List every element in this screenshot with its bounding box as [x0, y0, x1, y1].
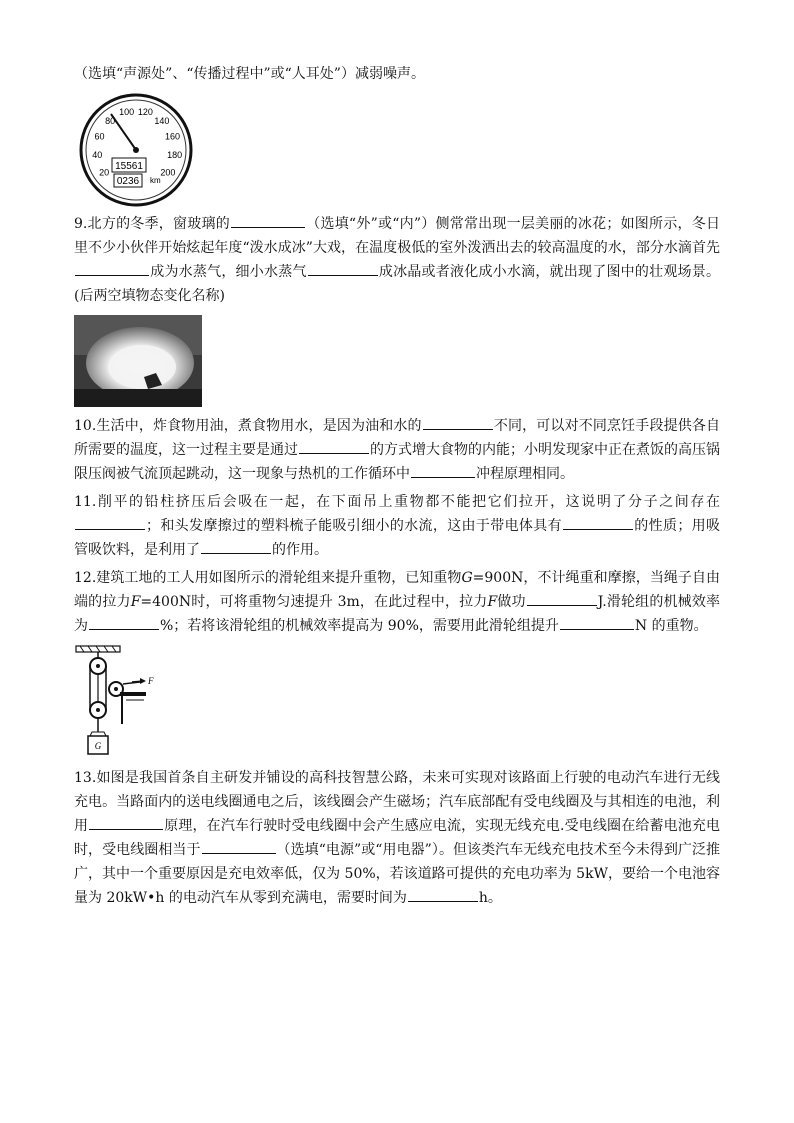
splash-photo	[74, 315, 202, 407]
question-12	[74, 566, 720, 638]
question-9	[74, 212, 720, 308]
answer-blank[interactable]	[563, 514, 633, 530]
speedometer-hub	[133, 147, 139, 153]
q12-symbol-f2: F	[487, 594, 498, 610]
speedometer-tick-180: 180	[167, 149, 183, 160]
q11-part-c: 的性质；用吸管吸饮料，是利用了	[74, 518, 721, 558]
pulley-figure	[74, 644, 164, 760]
q12-symbol-g: G	[461, 570, 473, 586]
answer-blank[interactable]	[527, 590, 597, 606]
answer-blank[interactable]	[89, 814, 163, 830]
speedometer-tick-200: 200	[160, 167, 176, 178]
pulley-force-label: F	[148, 676, 154, 686]
q13-part-c: （选填“电源”或“用电器”）。但该类汽车无线充电技术至今未得到广泛推广，其中一个重要原因是充电效率低，仅为 50%，若该道路可提供的充电功率为 5kW，要给一个电池容量为 20kW•h 的电动汽车从零到充满电，需要时间为	[74, 842, 720, 906]
speedometer-tick-140: 140	[154, 115, 170, 126]
q12-part-g: N 的重物。	[634, 618, 708, 634]
q11-part-d: 的作用。	[272, 542, 328, 558]
q12-part-a: 12.建筑工地的工人用如图所示的滑轮组来提升重物，已知重物	[74, 570, 462, 586]
q8-tail-text	[74, 62, 720, 86]
q13-part-b: 原理，在汽车行驶时受电线圈中会产生感应电流，实现无线充电.受电线圈在给蓄电池充电时，受电线圈相当于	[74, 818, 720, 858]
q11-part-b: ；和头发摩擦过的塑料梳子能吸引细小的水流，这由于带电体具有	[146, 518, 562, 534]
q12-part-c: =400N时，可将重物匀速提升 3m，在此过程中，拉力	[140, 594, 488, 610]
question-10	[74, 414, 720, 486]
answer-blank[interactable]	[308, 260, 378, 276]
speedometer-tick-120: 120	[137, 107, 153, 118]
q13-part-d: h。	[478, 890, 502, 906]
speedometer-tick-40: 40	[92, 149, 103, 160]
q8-tail: （选填“声源处”、“传播过程中”或“人耳处”）减弱噪声。	[74, 66, 425, 82]
q9-part-a: 9.北方的冬季，窗玻璃的	[74, 216, 230, 232]
speedometer-tick-60: 60	[94, 131, 105, 142]
answer-blank[interactable]	[75, 260, 149, 276]
q13-part-a: 13.如图是我国首条自主研发并铺设的高科技智慧公路，未来可实现对该路面上行驶的电动汽车进行无线充电。当路面内的送电线圈通电之后，该线圈会产生磁场；汽车底部配有受电线圈及与其相连的电池，利用	[74, 770, 720, 834]
q10-part-c: 的方式增大食物的内能；小明发现家中正在煮饭的高压锅限压阀被气流顶起跳动，这一现象与热机的工作循环中	[74, 442, 720, 482]
q12-part-d: 做功	[497, 594, 526, 610]
answer-blank[interactable]	[408, 886, 478, 902]
q11-part-a: 11.削平的铅柱挤压后会吸在一起，在下面吊上重物都不能把它们拉开，这说明了分子之间存在	[74, 494, 720, 510]
speedometer-tick-80: 80	[105, 115, 116, 126]
speedometer-tick-100: 100	[119, 107, 135, 118]
odometer-value: 15561	[115, 161, 143, 172]
answer-blank[interactable]	[75, 514, 145, 530]
q9-part-c: 成为水蒸气，细小水蒸气	[150, 264, 307, 280]
speedometer-unit: km	[150, 176, 161, 185]
answer-blank[interactable]	[299, 438, 369, 454]
q10-part-b: 不同，可以对不同烹饪手段提供各自所需要的温度，这一过程主要是通过	[74, 418, 721, 458]
answer-blank[interactable]	[201, 538, 271, 554]
speedometer-figure	[78, 92, 194, 208]
q12-symbol-f: F	[130, 594, 141, 610]
answer-blank[interactable]	[89, 614, 159, 630]
q12-part-e: J.滑轮组的机械效率为	[74, 594, 721, 634]
q12-part-b: =900N，不计绳重和摩擦，当绳子自由端的拉力	[74, 570, 721, 610]
q9-part-b: （选填“外”或“内”）侧常常出现一层美丽的冰花；如图所示，冬日里不少小伙伴开始炫起年度“泼水成冰”大戏，在温度极低的室外泼洒出去的较高温度的水，部分水滴首先	[74, 216, 720, 256]
trip-value: 0236	[116, 176, 140, 187]
answer-blank[interactable]	[423, 414, 493, 430]
q10-part-a: 10.生活中，炸食物用油，煮食物用水，是因为油和水的	[74, 418, 422, 434]
answer-blank[interactable]	[560, 614, 634, 630]
q10-part-d: 冲程原理相同。	[476, 466, 574, 482]
question-13	[74, 766, 720, 910]
q12-part-f: %；若将该滑轮组的机械效率提高为 90%，需要用此滑轮组提升	[160, 618, 559, 634]
speedometer-tick-160: 160	[164, 131, 181, 142]
speedometer-tick-20: 20	[99, 167, 110, 178]
pulley-weight-label: G	[94, 741, 102, 751]
answer-blank[interactable]	[231, 212, 305, 228]
question-11	[74, 490, 720, 562]
answer-blank[interactable]	[411, 462, 475, 478]
q9-part-d: 成冰晶或者液化成小水滴，就出现了图中的壮观场景。(后两空填物态变化名称)	[74, 264, 721, 304]
answer-blank[interactable]	[202, 838, 276, 854]
